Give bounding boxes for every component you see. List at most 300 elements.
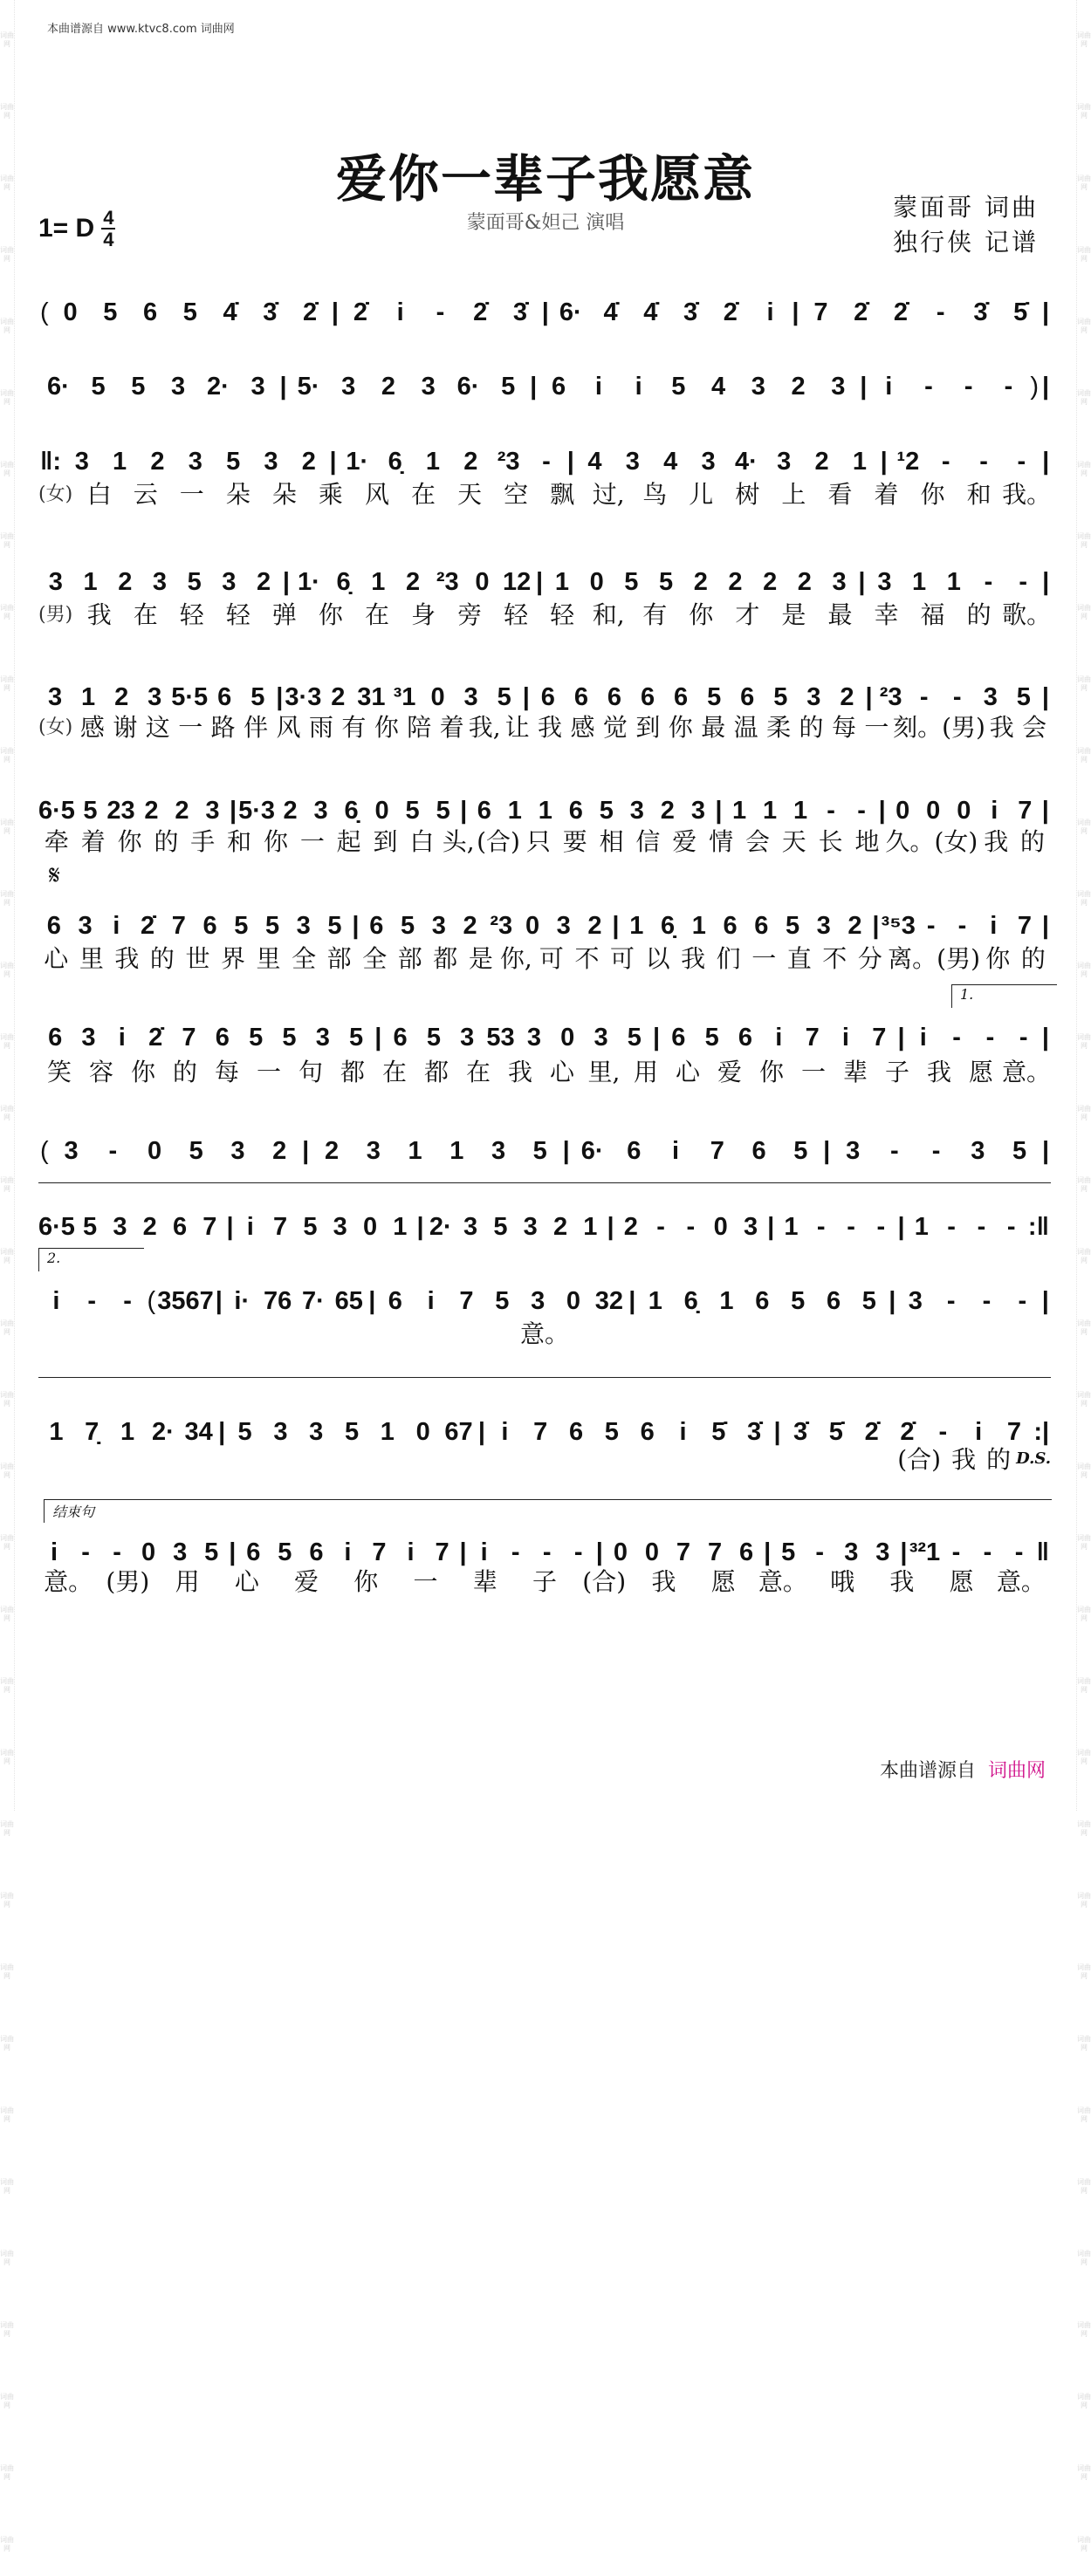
side-watermark-text: 词曲网 [0, 1033, 14, 1050]
note: 2̇ [148, 1024, 163, 1052]
bar-line: | [865, 683, 873, 711]
side-watermark-text: 词曲网 [1077, 461, 1091, 477]
note: 0 [895, 797, 910, 825]
note: 3567 [157, 1287, 214, 1315]
dash: - [957, 912, 967, 940]
lyric-syllable: 儿 [689, 480, 714, 509]
note: 5 [83, 1213, 98, 1241]
note: 7 [459, 1287, 474, 1315]
lyric-syllable: 心 [549, 1058, 574, 1086]
note: 7 [1017, 912, 1033, 940]
side-watermark-text: 词曲网 [0, 2536, 14, 2552]
note: 3 [701, 448, 716, 476]
bar-line: | [792, 298, 799, 326]
bar-line: | [1042, 448, 1050, 476]
lyric-syllable: 要 [562, 827, 587, 856]
note: ²3 [436, 568, 459, 596]
lyric-syllable: (女) [934, 827, 978, 856]
lyric-syllable: 的 [154, 827, 179, 856]
dash: - [1017, 448, 1026, 476]
note: 3 [74, 448, 89, 476]
side-watermark-text: 词曲网 [0, 1606, 14, 1622]
music-line [38, 784, 1051, 827]
note: 1 [719, 1287, 734, 1315]
note: 5 [405, 797, 420, 825]
note: 3 [113, 1213, 127, 1241]
note: 32 [594, 1287, 623, 1315]
note: 3 [48, 568, 63, 596]
note: 5 [773, 683, 788, 711]
note: 3̇ [512, 298, 527, 326]
bar-line: | [764, 1538, 772, 1566]
note: 7 [533, 1418, 548, 1446]
note: 2 [693, 568, 708, 596]
side-watermark-text: 词曲网 [0, 318, 14, 334]
lyric-syllable: 子 [884, 1058, 909, 1086]
note: 6 [540, 683, 555, 711]
key-label: 1= D [38, 214, 95, 243]
note: 0 [415, 1418, 430, 1446]
note: 6 [46, 912, 61, 940]
lyric-syllable: 谢 [113, 713, 138, 742]
side-watermark-text: 词曲网 [1077, 1248, 1091, 1264]
note: 2 [847, 912, 862, 940]
note: 5·5 [171, 683, 209, 711]
note: 3 [315, 1024, 330, 1052]
side-watermark-text: 词曲网 [1077, 819, 1091, 835]
lyric-syllable: 空 [504, 480, 529, 509]
note: 2̇ [864, 1418, 879, 1446]
note: 6̣ [388, 448, 402, 476]
note: 6 [740, 683, 755, 711]
note: 1· [346, 448, 369, 476]
lyric-syllable: 愿 [968, 1058, 993, 1086]
side-watermark-text: 词曲网 [0, 2464, 14, 2481]
note: 5̇ [1013, 298, 1028, 326]
note: 5 [1016, 683, 1031, 711]
side-watermark-text: 词曲网 [0, 175, 14, 191]
note: 3 [47, 683, 63, 711]
note: 6 [246, 1538, 261, 1566]
lyric-line [38, 709, 1051, 746]
side-watermark-text: 词曲网 [1077, 1176, 1091, 1193]
note: 3 [971, 1137, 985, 1165]
lyric-syllable: 你 [263, 827, 288, 856]
note: 0 [430, 683, 445, 711]
lyric-syllable: 会 [1022, 713, 1047, 742]
note: 3 [743, 1213, 758, 1241]
note: 6 [477, 797, 491, 825]
side-watermark-text: 词曲网 [0, 2178, 14, 2195]
lyric-syllable: 心 [675, 1058, 700, 1086]
lyric-syllable: 里 [256, 944, 281, 973]
note: 7 [872, 1024, 887, 1052]
open-paren: ( [147, 1287, 156, 1315]
lyric-syllable: 里 [79, 944, 104, 973]
lyric-syllable: (合) [582, 1567, 627, 1596]
lyric-syllable: 爱 [717, 1058, 742, 1086]
lyric-syllable: 让 [504, 713, 530, 742]
music-line [38, 435, 1051, 478]
note: 6· [46, 373, 70, 401]
note: 7 [710, 1137, 724, 1165]
lyric-syllable: 分 [857, 944, 882, 973]
bar-line: | [1041, 912, 1049, 940]
lyric-syllable: 天 [457, 480, 483, 509]
bar-line: | [459, 1538, 467, 1566]
bar-line: | [715, 797, 723, 825]
side-watermark-text: 词曲网 [1077, 532, 1091, 549]
side-watermark-text: 词曲网 [1077, 1534, 1091, 1551]
note: 6 [754, 912, 769, 940]
note: 0 [362, 1213, 378, 1241]
lyric-syllable: 离。 [888, 944, 937, 973]
side-watermark-text: 词曲网 [0, 1749, 14, 1765]
lyric-syllable: 着 [80, 827, 106, 856]
bar-line: | [773, 1418, 781, 1446]
lyric-syllable: 意。 [519, 1319, 569, 1348]
note: i [480, 1538, 488, 1566]
note: ²3 [490, 912, 513, 940]
lyric-syllable: 长 [818, 827, 843, 856]
lyric-syllable: 我 [114, 944, 140, 973]
bar-line: ‖: [40, 448, 62, 476]
bar-line: | [653, 1024, 661, 1052]
volta-label: 结束句 [52, 1504, 95, 1520]
note: 5 [704, 1024, 719, 1052]
note: 5 [131, 373, 146, 401]
lyric-syllable: 意。 [758, 1567, 807, 1596]
side-watermark-text: 词曲网 [0, 675, 14, 692]
note: ³1 [393, 683, 416, 711]
note: 2̇ [302, 298, 318, 326]
lyric-syllable: 雨 [308, 713, 333, 742]
dash: - [876, 1213, 886, 1241]
bar-line: | [331, 298, 340, 326]
side-watermark-text: 词曲网 [1077, 2107, 1091, 2123]
note: 6· [580, 1137, 604, 1165]
note: 7 [1018, 797, 1033, 825]
lyric-syllable: 是 [468, 944, 493, 973]
note: 6 [172, 1213, 188, 1241]
bar-line: | [897, 1024, 905, 1052]
note: 7 [202, 1213, 217, 1241]
side-watermark-text: 词曲网 [0, 819, 14, 835]
bar-line: | [872, 912, 880, 940]
side-watermark-text: 词曲网 [1077, 1892, 1091, 1908]
dash: - [816, 1213, 826, 1241]
left-watermark-strip [0, 0, 15, 2552]
note: i [672, 1137, 680, 1165]
note: 6 [607, 683, 622, 711]
side-watermark-text: 词曲网 [0, 747, 14, 764]
note: i [775, 1024, 783, 1052]
dash: - [1014, 1538, 1024, 1566]
note: 5 [237, 1418, 252, 1446]
lyric-syllable: 旁 [457, 600, 483, 629]
dash: - [941, 448, 950, 476]
lyric-syllable: 信 [635, 827, 661, 856]
note: 5 [83, 797, 98, 825]
note: i [118, 1024, 126, 1052]
note: 5 [436, 797, 450, 825]
note: 0 [926, 797, 941, 825]
lyric-syllable: 路 [210, 713, 236, 742]
note: 5 [204, 1538, 219, 1566]
footer-brand-link[interactable]: 词曲网 [987, 1760, 1046, 1782]
lyric-syllable: 一 [299, 827, 325, 856]
side-watermark-text: 词曲网 [0, 2035, 14, 2052]
bar-line: | [374, 1024, 382, 1052]
dash: - [573, 1538, 583, 1566]
dash: - [113, 1538, 121, 1566]
note: 3 [230, 1137, 245, 1165]
note: 2 [114, 683, 129, 711]
music-line [38, 670, 1051, 714]
bar-line: | [880, 448, 888, 476]
side-watermark-text: 词曲网 [0, 2250, 14, 2266]
lyric-syllable: (男) [942, 713, 985, 742]
note: 6 [573, 683, 588, 711]
side-watermark-text: 词曲网 [0, 604, 14, 620]
dash: - [936, 298, 945, 326]
lyric-syllable: 一 [178, 713, 203, 742]
dash: - [108, 1137, 118, 1165]
note: 3 [523, 1213, 538, 1241]
note: 2 [325, 1137, 340, 1165]
note: 3 [832, 568, 847, 596]
lyric-line [38, 1564, 1051, 1600]
note: 6 [568, 1418, 584, 1446]
note: 3̇ [683, 298, 698, 326]
lyric-line [38, 597, 1051, 634]
note: 5 [497, 683, 511, 711]
note: 4 [587, 448, 602, 476]
lyric-syllable: 弹 [271, 600, 297, 629]
bar-line: | [823, 1137, 831, 1165]
note: 3 [908, 1287, 923, 1315]
lyric-line [38, 941, 1051, 977]
music-line [38, 1525, 1051, 1569]
dash: - [656, 1213, 665, 1241]
lyric-syllable: 我 [651, 1567, 676, 1596]
note: 6̣ [336, 568, 351, 596]
side-watermark-text: 词曲网 [0, 246, 14, 263]
music-line [38, 555, 1051, 599]
lyric-syllable: 一 [800, 1058, 826, 1086]
note: 2̇ [854, 298, 868, 326]
note: 5 [658, 568, 674, 596]
song-title: 爱你一辈子我愿意 [335, 149, 755, 209]
lyric-syllable: 最 [827, 600, 853, 629]
lyric-syllable: 我 [984, 827, 1009, 856]
note: 3 [491, 1137, 506, 1165]
lyric-syllable: 部 [397, 944, 422, 973]
note: 3 [846, 1137, 861, 1165]
note: 5 [249, 1024, 264, 1052]
dash: - [924, 373, 933, 401]
note: 4̇ [603, 298, 618, 326]
side-watermark-text: 词曲网 [0, 1820, 14, 1837]
side-watermark-text: 词曲网 [0, 1105, 14, 1121]
lyric-syllable: (合) [897, 1445, 942, 1474]
note: 0 [374, 797, 389, 825]
lyric-syllable: 我 [889, 1567, 915, 1596]
lyric-syllable: 你 [985, 944, 1011, 973]
bar-line: :| [1033, 1418, 1050, 1446]
note: 1· [298, 568, 320, 596]
lyric-syllable: 着 [439, 713, 464, 742]
lyric-syllable: 乘 [318, 480, 343, 509]
lyric-syllable: 在 [465, 1058, 491, 1086]
bar-line: | [460, 797, 468, 825]
note: 2 [118, 568, 133, 596]
note: 5 [671, 373, 686, 401]
side-watermark-text: 词曲网 [1077, 890, 1091, 907]
side-watermark-text: 词曲网 [1077, 2464, 1091, 2481]
dash: - [1006, 1213, 1016, 1241]
lyric-syllable: 和 [227, 827, 252, 856]
bar-line: | [889, 1287, 896, 1315]
note: 5· [297, 373, 320, 401]
note: 2 [272, 1137, 287, 1165]
note: 7· [302, 1287, 325, 1315]
note: 3 [264, 448, 278, 476]
performer-credit: 蒙面哥&妲己 演唱 [466, 212, 625, 234]
side-watermark-text: 词曲网 [1077, 246, 1091, 263]
music-line [38, 360, 1051, 403]
note: 3 [806, 683, 821, 711]
time-signature-bottom: 4 [103, 229, 114, 250]
note: i [50, 1538, 58, 1566]
bar-line: | [282, 568, 291, 596]
lyric-syllable: 们 [716, 944, 741, 973]
note: 6 [640, 1418, 655, 1446]
side-watermark-text: 词曲网 [1077, 175, 1091, 191]
footer-prefix: 本曲谱源自 [879, 1760, 976, 1782]
note: 2· [151, 1418, 175, 1446]
lyric-syllable: 你 [758, 1058, 784, 1086]
transcriber-credit: 独行侠 记谱 [893, 228, 1039, 257]
dash: - [686, 1213, 696, 1241]
note: 3 [877, 568, 892, 596]
note: 5 [303, 1213, 318, 1241]
bar-line: | [215, 1287, 223, 1315]
note: ¹2 [896, 448, 920, 476]
lyric-syllable: 世 [185, 944, 210, 973]
note: 3 [816, 912, 831, 940]
note: 6 [671, 1024, 686, 1052]
note: 6 [309, 1538, 324, 1566]
lyric-syllable: 都 [340, 1058, 365, 1086]
note: 2 [552, 1213, 568, 1241]
note: 6 [568, 797, 583, 825]
side-watermark-text: 词曲网 [0, 1319, 14, 1336]
note: 3 [463, 1213, 478, 1241]
note: 1 [81, 683, 96, 711]
note: i [635, 373, 642, 401]
bar-line: | [477, 1418, 485, 1446]
lyric-syllable: 意。 [44, 1567, 93, 1596]
lyric-syllable: 在 [411, 480, 436, 509]
note: 7 [435, 1538, 449, 1566]
note: 1 [507, 797, 522, 825]
note: 5 [604, 1418, 619, 1446]
dash: - [979, 448, 988, 476]
lyric-line [38, 476, 1051, 513]
lyric-syllable: 你 [353, 1567, 379, 1596]
note: 2 [381, 373, 396, 401]
note: 2 [728, 568, 743, 596]
lyric-syllable: 容 [88, 1058, 113, 1086]
lyric-syllable: 白 [86, 480, 112, 509]
note: 1 [731, 797, 747, 825]
lyric-syllable: 树 [735, 480, 760, 509]
note: i [246, 1213, 254, 1241]
note: 5·3 [238, 797, 276, 825]
singer-tag: (男) [38, 604, 73, 626]
side-watermark-text: 词曲网 [1077, 389, 1091, 406]
note: 6 [217, 683, 232, 711]
dash: - [952, 1024, 961, 1052]
lyric-syllable: 头, [442, 827, 475, 856]
lyric-line [38, 824, 1051, 860]
lyric-syllable: 感 [570, 713, 595, 742]
lyric-syllable: 伴 [244, 713, 269, 742]
note: 6̣ [661, 912, 676, 940]
note: 5 [624, 568, 639, 596]
lyric-syllable: 白 [409, 827, 435, 856]
lyric-syllable: 我 [926, 1058, 951, 1086]
lyric-syllable: 里, [587, 1058, 621, 1086]
note: i [501, 1418, 509, 1446]
lyric-syllable: 笑 [46, 1058, 72, 1086]
note: 3 [273, 1418, 288, 1446]
lyric-syllable: 飘 [550, 480, 575, 509]
lyric-syllable: 会 [744, 827, 770, 856]
note: 5 [793, 1137, 808, 1165]
note: 31 [357, 683, 386, 711]
note: 1 [583, 1213, 598, 1241]
bar-line: | [1042, 373, 1050, 401]
note: i [919, 1024, 927, 1052]
lyric-syllable: (男) [106, 1567, 150, 1596]
lyric-syllable: 用 [175, 1567, 200, 1596]
lyric-syllable: 刻。 [893, 713, 943, 742]
note: 2 [301, 448, 316, 476]
note: i [594, 373, 602, 401]
lyric-syllable: 可 [610, 944, 635, 973]
dash: - [857, 797, 866, 825]
lyric-syllable: 都 [433, 944, 458, 973]
bar-line: | [607, 1213, 614, 1241]
side-watermark-text: 词曲网 [0, 1463, 14, 1479]
note: 2 [257, 568, 271, 596]
lyric-syllable: 身 [411, 600, 436, 629]
note: 5 [327, 912, 342, 940]
note: 7 [171, 912, 186, 940]
side-watermark-text: 词曲网 [1077, 1391, 1091, 1408]
note: 1 [629, 912, 644, 940]
volta-label: 1. [960, 986, 974, 1003]
note: i [991, 797, 998, 825]
note: i [975, 1418, 983, 1446]
dash: - [985, 1024, 995, 1052]
lyric-syllable: (合) [477, 827, 520, 856]
open-paren: ( [40, 298, 49, 326]
dal-segno-marking: D.S. [1016, 1449, 1051, 1468]
note: 7 [182, 1024, 196, 1052]
